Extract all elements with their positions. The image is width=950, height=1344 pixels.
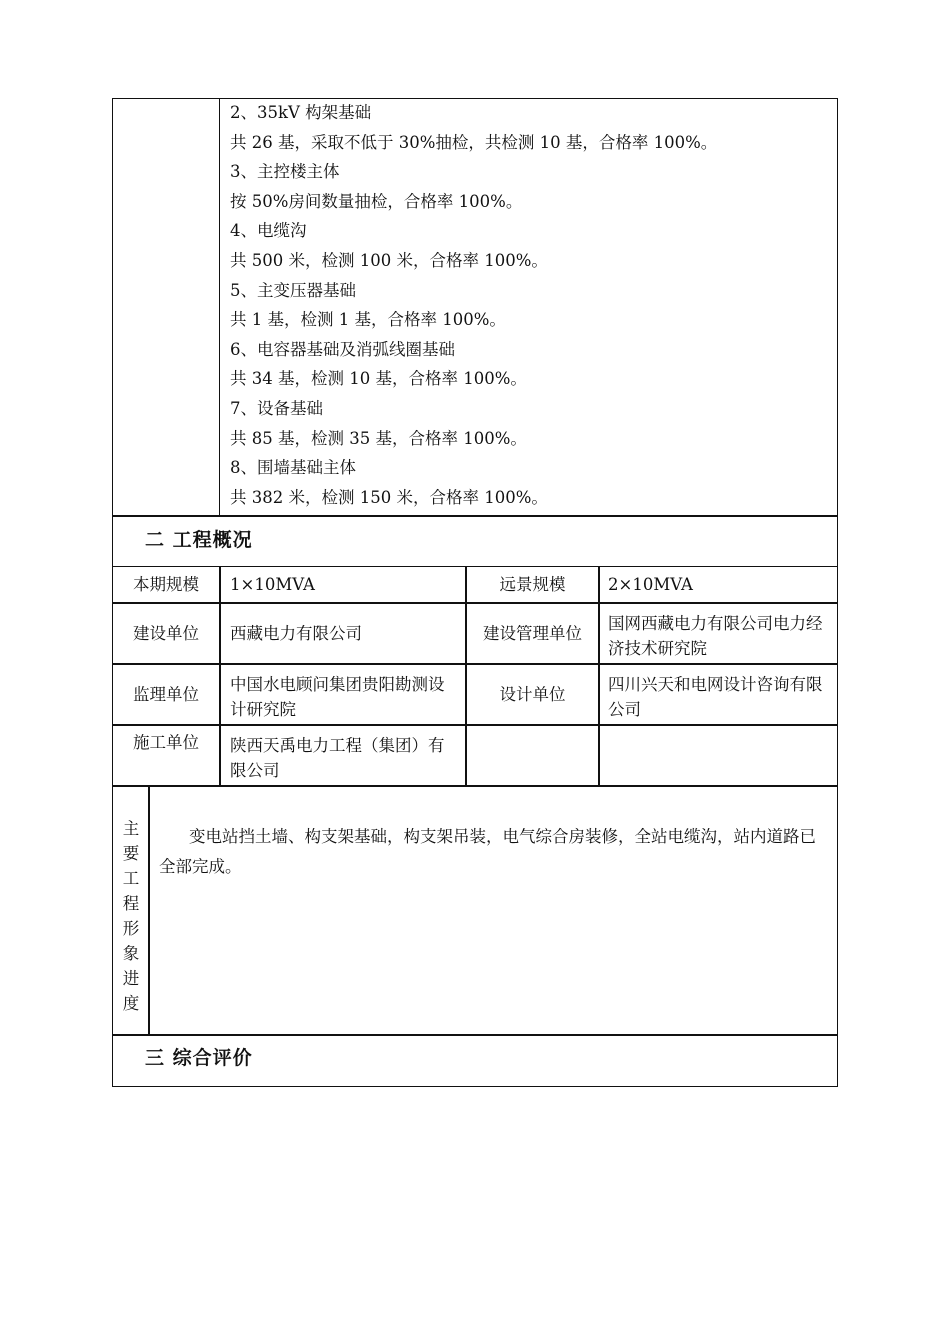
progress-label: 主要工程形象进度 bbox=[122, 819, 140, 1013]
current-scale-value: 1×10MVA bbox=[230, 575, 315, 594]
inspection-item-title: 4、电缆沟 bbox=[230, 221, 307, 240]
build-manager-value: 国网西藏电力有限公司电力经济技术研究院 bbox=[608, 614, 823, 658]
inspection-item-title: 2、35kV 构架基础 bbox=[230, 103, 372, 122]
current-scale-label: 本期规模 bbox=[133, 575, 199, 594]
inspection-item-title: 3、主控楼主体 bbox=[230, 162, 340, 181]
overview-col3-divider bbox=[598, 566, 600, 786]
inspection-item-detail: 按 50%房间数量抽检，合格率 100%。 bbox=[230, 192, 523, 211]
supervisor-label: 监理单位 bbox=[133, 685, 199, 704]
divider-after-progress bbox=[112, 1034, 838, 1036]
divider-after-inspection bbox=[112, 515, 838, 517]
progress-text: 变电站挡土墙、构支架基础，构支架吊装，电气综合房装修，全站电缆沟，站内道路已全部完成。 bbox=[159, 827, 816, 876]
future-scale-value: 2×10MVA bbox=[608, 575, 693, 594]
inspection-item-title: 6、电容器基础及消弧线圈基础 bbox=[230, 340, 455, 359]
inspection-col-divider bbox=[219, 98, 220, 516]
table-border-top bbox=[112, 98, 838, 99]
inspection-item-detail: 共 1 基，检测 1 基，合格率 100%。 bbox=[230, 310, 506, 329]
constructor-label: 施工单位 bbox=[133, 733, 199, 752]
builder-value: 西藏电力有限公司 bbox=[230, 624, 362, 643]
designer-label: 设计单位 bbox=[499, 685, 566, 704]
inspection-item-title: 8、围墙基础主体 bbox=[230, 458, 356, 477]
progress-label-divider bbox=[148, 786, 150, 1035]
constructor-value: 陕西天禹电力工程（集团）有限公司 bbox=[230, 736, 445, 780]
section-heading-evaluation: 三 综合评价 bbox=[145, 1047, 253, 1069]
inspection-item-detail: 共 26 基，采取不低于 30%抽检，共检测 10 基，合格率 100%。 bbox=[230, 133, 718, 152]
inspection-item-detail: 共 85 基，检测 35 基，合格率 100%。 bbox=[230, 429, 527, 448]
inspection-item-detail: 共 34 基，检测 10 基，合格率 100%。 bbox=[230, 369, 527, 388]
inspection-item-title: 5、主变压器基础 bbox=[230, 281, 356, 300]
table-border-bottom bbox=[112, 1086, 838, 1087]
future-scale-label: 远景规模 bbox=[499, 575, 566, 594]
table-border-right bbox=[837, 98, 838, 1086]
section-heading-overview: 二 工程概况 bbox=[145, 529, 253, 551]
build-manager-label: 建设管理单位 bbox=[483, 624, 582, 643]
inspection-item-title: 7、设备基础 bbox=[230, 399, 323, 418]
supervisor-value: 中国水电顾问集团贵阳勘测设计研究院 bbox=[230, 675, 445, 719]
overview-col2-divider bbox=[465, 566, 467, 786]
overview-col1-divider bbox=[219, 566, 221, 786]
inspection-item-detail: 共 382 米，检测 150 米，合格率 100%。 bbox=[230, 488, 548, 507]
builder-label: 建设单位 bbox=[133, 624, 199, 643]
inspection-item-detail: 共 500 米，检测 100 米，合格率 100%。 bbox=[230, 251, 548, 270]
designer-value: 四川兴天和电网设计咨询有限公司 bbox=[608, 675, 823, 719]
